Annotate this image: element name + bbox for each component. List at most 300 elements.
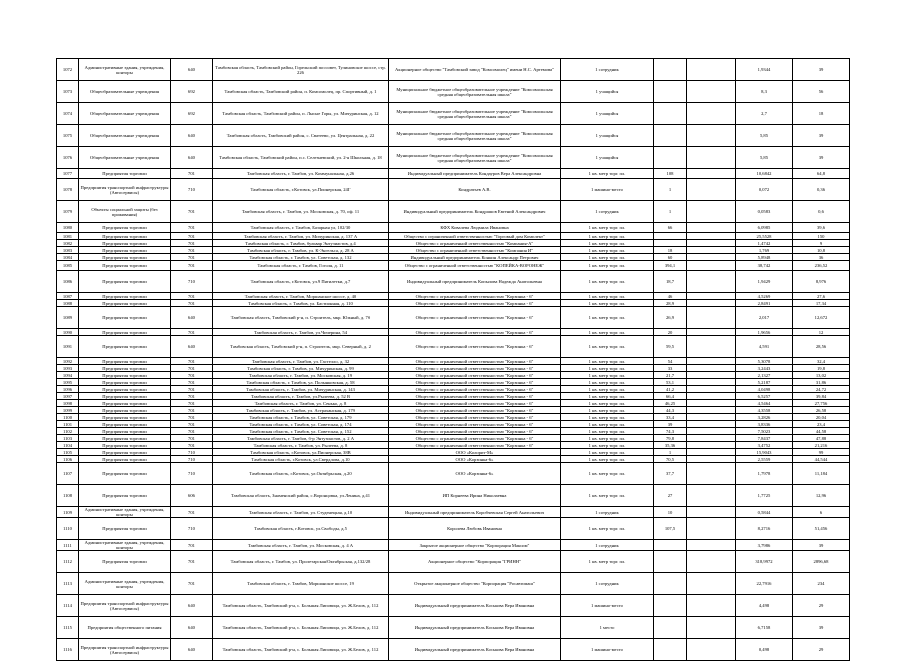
cell-unit: 1 сотрудник — [561, 201, 654, 223]
cell-pop: 29 — [793, 639, 850, 661]
cell-unit: 1 кв. метр торг. пл. — [561, 442, 654, 449]
cell-empty — [687, 169, 736, 179]
cell-addr: Тамбовская область, г. Тамбов, Гоголя, д. 11 — [213, 261, 389, 271]
table-row — [57, 329, 850, 336]
cell-norm: 25,5528 — [736, 233, 793, 240]
cell-type: Предприятия торговли — [79, 456, 171, 463]
cell-empty — [687, 201, 736, 223]
cell-unit: 1 кв. метр торг. пл. — [561, 421, 654, 428]
cell-q: 54 — [654, 358, 687, 365]
cell-empty — [687, 103, 736, 125]
cell-code: 701 — [171, 442, 213, 449]
cell-norm: 8,3 — [736, 81, 793, 103]
cell-type: Предприятия торговли — [79, 293, 171, 300]
cell-addr: Тамбовская область, г. Тамбов, ул. Студенецкая, д.10 — [213, 507, 389, 518]
cell-type: Предприятия торговли — [79, 169, 171, 179]
cell-norm: 4,5464 — [736, 400, 793, 407]
cell-owner: Общество с ограниченной ответственностью "Корзинка - 6" — [389, 414, 561, 421]
cell-owner: ООО «Корзинка-6» — [389, 463, 561, 485]
cell-norm: 1,7978 — [736, 463, 793, 485]
cell-n: 1110 — [57, 518, 79, 540]
cell-addr: Тамбовская область, г. Тамбов, ул. Советская, д. 132 — [213, 254, 389, 261]
cell-unit: 1 кв. метр торг. пл. — [561, 329, 654, 336]
cell-q: 33 — [654, 365, 687, 372]
cell-pop: 39,6 — [793, 223, 850, 233]
cell-norm: 0,0583 — [736, 201, 793, 223]
cell-norm: 4,3558 — [736, 407, 793, 414]
cell-addr: Тамбовская область, г. Тамбов, ул. Сенько, д. 8 — [213, 400, 389, 407]
cell-owner: Закрытое акционерное общество "Корпорация Максим" — [389, 540, 561, 551]
cell-empty — [687, 358, 736, 365]
cell-n: 1088 — [57, 300, 79, 307]
cell-addr: Тамбовская область, г. Тамбов, ул. Астраханская, д. 179 — [213, 407, 389, 414]
cell-owner: Общество с ограниченной ответственностью "Компания И" — [389, 247, 561, 254]
cell-unit: 1 кв. метр торг. пл. — [561, 233, 654, 240]
cell-q: 66 — [654, 223, 687, 233]
cell-n: 1072 — [57, 59, 79, 81]
cell-code: 710 — [171, 463, 213, 485]
cell-norm: 1,769 — [736, 247, 793, 254]
cell-norm: 3,7986 — [736, 540, 793, 551]
table-row — [57, 336, 850, 358]
cell-pop: 44,544 — [793, 456, 850, 463]
table-row — [57, 81, 850, 103]
cell-pop: 31,86 — [793, 379, 850, 386]
cell-addr: Тамбовская область, г. Тамбов, ул. Московская, д. 4 А — [213, 540, 389, 551]
cell-unit: 1 кв. метр торг. пл. — [561, 358, 654, 365]
cell-n: 1108 — [57, 485, 79, 507]
cell-pop: 17,34 — [793, 300, 850, 307]
cell-unit: 1 кв. метр торг. пл. — [561, 372, 654, 379]
cell-code: 701 — [171, 169, 213, 179]
cell-pop: 39,84 — [793, 393, 850, 400]
cell-addr: Тамбовская область, г. Тамбов, ул. К-Энгельса, д. 28 А — [213, 247, 389, 254]
table-row — [57, 271, 850, 293]
cell-type: Предприятия торговли — [79, 365, 171, 372]
table-row — [57, 485, 850, 507]
cell-pop: 234 — [793, 573, 850, 595]
cell-owner: Общество с ограниченной ответственностью "Компания-А" — [389, 240, 561, 247]
cell-code: 701 — [171, 365, 213, 372]
cell-type: Объекты социальной защиты (без проживания) — [79, 201, 171, 223]
cell-code: 701 — [171, 300, 213, 307]
cell-owner: Индивидуальный предприниматель Конкин Александр Петрович — [389, 254, 561, 261]
cell-q — [654, 125, 687, 147]
cell-n: 1087 — [57, 293, 79, 300]
cell-empty — [687, 507, 736, 518]
cell-empty — [687, 223, 736, 233]
cell-pop: 20,04 — [793, 414, 850, 421]
cell-owner: Общество с ограниченной ответственностью "Корзинка - 6" — [389, 365, 561, 372]
cell-code: 701 — [171, 261, 213, 271]
cell-n: 1100 — [57, 414, 79, 421]
cell-norm: 1,9656 — [736, 329, 793, 336]
cell-pop: 27,6 — [793, 293, 850, 300]
cell-pop: 99 — [793, 449, 850, 456]
cell-addr: Тамбовская область, г. Тамбов, ул. Советская, д. 179 — [213, 414, 389, 421]
cell-q — [654, 573, 687, 595]
cell-pop: 47,88 — [793, 435, 850, 442]
table-row — [57, 247, 850, 254]
cell-n: 1102 — [57, 428, 79, 435]
cell-norm: 2,8491 — [736, 300, 793, 307]
cell-owner: Общество с ограниченной ответственностью "Корзинка - 6" — [389, 386, 561, 393]
cell-owner: Общество с ограниченной ответственностью "Корзинка - 6" — [389, 336, 561, 358]
cell-q: 20 — [654, 329, 687, 336]
cell-n: 1080 — [57, 223, 79, 233]
cell-owner: Королева Любовь Ивановна — [389, 518, 561, 540]
table-row — [57, 223, 850, 233]
cell-code: 701 — [171, 293, 213, 300]
cell-pop: 9 — [793, 240, 850, 247]
cell-unit: 1 кв. метр торг. пл. — [561, 379, 654, 386]
cell-unit: 1 кв. метр торг. пл. — [561, 247, 654, 254]
cell-code: 701 — [171, 421, 213, 428]
cell-type: Предприятия торговли — [79, 233, 171, 240]
cell-norm: 6,7158 — [736, 617, 793, 639]
cell-pop: 18 — [793, 103, 850, 125]
cell-owner: ООО «Корзинка-6» — [389, 456, 561, 463]
table-row — [57, 233, 850, 240]
cell-q: 37,7 — [654, 463, 687, 485]
cell-owner: Муниципальное бюджетное общеобразовательное учреждение "Комсомольская средняя общеобразовательная школа" — [389, 125, 561, 147]
cell-unit: 1 место — [561, 617, 654, 639]
cell-unit: 1 учащийся — [561, 125, 654, 147]
table-row — [57, 442, 850, 449]
cell-unit: 1 кв. метр торг. пл. — [561, 254, 654, 261]
cell-empty — [687, 540, 736, 551]
cell-pop: 28,56 — [793, 336, 850, 358]
cell-pop: 0,6 — [793, 201, 850, 223]
cell-n: 1079 — [57, 201, 79, 223]
cell-type: Административные здания, учреждения, конторы — [79, 507, 171, 518]
table-row — [57, 507, 850, 518]
cell-n: 1114 — [57, 595, 79, 617]
cell-type: Предприятия общественного питания — [79, 617, 171, 639]
cell-type: Предприятия торговли — [79, 393, 171, 400]
table-row — [57, 407, 850, 414]
cell-code: 701 — [171, 386, 213, 393]
cell-type: Административные здания, учреждения, конторы — [79, 573, 171, 595]
cell-type: Предприятия торговли — [79, 379, 171, 386]
cell-addr: Тамбовская область, г.Котовск, ул.Октябрьская, д.20 — [213, 463, 389, 485]
table-row — [57, 379, 850, 386]
cell-addr: Тамбовская область, г. Тамбов, ул. Пролетарская/Октябрьская, д.132/28 — [213, 551, 389, 573]
table-row — [57, 449, 850, 456]
cell-norm: 3,2826 — [736, 414, 793, 421]
cell-q — [654, 540, 687, 551]
cell-empty — [687, 442, 736, 449]
cell-addr: Тамбовская область, г. Тамбов, ул. Коммунальная, д.26 — [213, 169, 389, 179]
cell-code: 701 — [171, 551, 213, 573]
cell-empty — [687, 147, 736, 169]
cell-pop: 39 — [793, 59, 850, 81]
cell-owner: Общество с ограниченной ответственностью "КОПЕЙКА-ВОРОНЕЖ" — [389, 261, 561, 271]
cell-code: 710 — [171, 179, 213, 201]
cell-pop: 64,8 — [793, 169, 850, 179]
cell-addr: Тамбовская область, г. Тамбов, Моршанское шоссе, д. 40 — [213, 293, 389, 300]
cell-pop: 39 — [793, 147, 850, 169]
table-row — [57, 169, 850, 179]
cell-code: 701 — [171, 358, 213, 365]
cell-addr: Тамбовская область, Тамбовский р-н, с. Большая Липовица, ул. Ж.Белов, д. 112 — [213, 617, 389, 639]
cell-norm: 3,2443 — [736, 365, 793, 372]
cell-addr: Тамбовская область, г.Котовск, ул.Свердлова, д.10 — [213, 456, 389, 463]
cell-code: 701 — [171, 240, 213, 247]
table-row — [57, 254, 850, 261]
cell-pop: 0,36 — [793, 179, 850, 201]
table-row — [57, 125, 850, 147]
cell-owner: Индивидуальный предприниматель Копылова Надежда Анатольевна — [389, 271, 561, 293]
table-row — [57, 179, 850, 201]
cell-q: 74,3 — [654, 428, 687, 435]
cell-type: Предприятия торговли — [79, 271, 171, 293]
cell-type: Предприятия торговли — [79, 463, 171, 485]
cell-pop: 150 — [793, 233, 850, 240]
table-row — [57, 400, 850, 407]
cell-n: 1076 — [57, 147, 79, 169]
cell-type: Предприятия торговли — [79, 261, 171, 271]
table-row — [57, 393, 850, 400]
cell-unit: 1 кв. метр торг. пл. — [561, 485, 654, 507]
cell-unit: 1 машино-место — [561, 179, 654, 201]
cell-n: 1105 — [57, 449, 79, 456]
table-row — [57, 300, 850, 307]
cell-addr: Тамбовская область, г. Тамбов, б-р Энтузиастов, д. 2 А — [213, 435, 389, 442]
cell-pop: 51,456 — [793, 518, 850, 540]
cell-code: 710 — [171, 518, 213, 540]
cell-empty — [687, 81, 736, 103]
cell-q: 39 — [654, 421, 687, 428]
cell-addr: Тамбовская область, г.Котовск, ул.Свободы, д.5 — [213, 518, 389, 540]
cell-norm: 2,7 — [736, 103, 793, 125]
cell-addr: Тамбовская область, Тамбовский р-н, п. Строитель, мкр. Северный, д. 2 — [213, 336, 389, 358]
cell-empty — [687, 372, 736, 379]
registry-document — [56, 58, 849, 661]
cell-addr: Тамбовская область, Тамбовский р-н, с. Большая Липовица, ул. Ж.Белов, д. 112 — [213, 595, 389, 617]
cell-n: 1095 — [57, 379, 79, 386]
cell-n: 1098 — [57, 400, 79, 407]
cell-empty — [687, 485, 736, 507]
cell-owner: Индивидуальный предприниматель Коробчевская Сергей Анатольевич — [389, 507, 561, 518]
cell-q: 107,5 — [654, 518, 687, 540]
cell-addr: Тамбовская область, г. Тамбов, ул. Московская, д. 70, оф. 11 — [213, 201, 389, 223]
cell-n: 1073 — [57, 81, 79, 103]
cell-pop: 36 — [793, 254, 850, 261]
cell-empty — [687, 329, 736, 336]
cell-type: Предприятия торговли — [79, 407, 171, 414]
cell-pop: 2896,68 — [793, 551, 850, 573]
cell-type: Предприятия торговли — [79, 435, 171, 442]
cell-type: Предприятия торговли — [79, 247, 171, 254]
table-row — [57, 103, 850, 125]
cell-unit: 1 машино-место — [561, 639, 654, 661]
cell-unit: 1 кв. метр торг. пл. — [561, 400, 654, 407]
cell-q — [654, 617, 687, 639]
cell-n: 1092 — [57, 358, 79, 365]
cell-empty — [687, 414, 736, 421]
cell-addr: Тамбовская область, г.Котовск, ул.Пионерская, 38В — [213, 449, 389, 456]
cell-unit: 1 кв. метр торг. пл. — [561, 240, 654, 247]
cell-addr: Тамбовская область, г. Тамбов, ул. Мичуринская, д. 143 — [213, 386, 389, 393]
cell-type: Предприятия торговли — [79, 307, 171, 329]
cell-n: 1116 — [57, 639, 79, 661]
cell-addr: Тамбовская область, Тамбовский р-н, п. Строитель, мкр. Южный, д. 7б — [213, 307, 389, 329]
cell-norm: 3,4752 — [736, 442, 793, 449]
cell-n: 1093 — [57, 365, 79, 372]
cell-unit: 1 кв. метр торг. пл. — [561, 456, 654, 463]
cell-owner: Общество с ограниченной ответственностью "Корзинка - 6" — [389, 307, 561, 329]
registry-table-body — [57, 59, 850, 661]
cell-owner: Общество с ограниченной ответственностью "Корзинка - 6" — [389, 372, 561, 379]
cell-addr: Тамбовская область, Знаменский район, с.Воронцовка, ул.Ленина, д.41 — [213, 485, 389, 507]
table-row — [57, 365, 850, 372]
cell-norm: 5,85 — [736, 125, 793, 147]
cell-empty — [687, 261, 736, 271]
cell-n: 1090 — [57, 329, 79, 336]
cell-norm: 0,5844 — [736, 507, 793, 518]
cell-pop: 11,184 — [793, 463, 850, 485]
cell-owner: Общество с ограниченной ответственностью "Корзинка - 6" — [389, 379, 561, 386]
cell-addr: Тамбовская область, г.Котовск, ул.Пионерская, 24Г — [213, 179, 389, 201]
cell-type: Предприятия торговли — [79, 551, 171, 573]
cell-pop: 24,72 — [793, 386, 850, 393]
cell-q: 44,3 — [654, 407, 687, 414]
cell-addr: Тамбовская область, г. Тамбов, ул. Мичуринская, д. 137 А — [213, 233, 389, 240]
cell-owner: Общество с ограниченной ответственностью "Корзинка - 6" — [389, 300, 561, 307]
cell-q: 26,9 — [654, 307, 687, 329]
cell-n: 1094 — [57, 372, 79, 379]
cell-empty — [687, 393, 736, 400]
cell-empty — [687, 639, 736, 661]
cell-n: 1086 — [57, 271, 79, 293]
cell-empty — [687, 379, 736, 386]
cell-norm: 8,2716 — [736, 518, 793, 540]
cell-unit: 1 кв. метр торг. пл. — [561, 307, 654, 329]
cell-unit: 1 машино-место — [561, 595, 654, 617]
cell-owner: Общество с ограниченной ответственностью "Корзинка - 6" — [389, 400, 561, 407]
cell-pop: 19,8 — [793, 365, 850, 372]
cell-pop: 13,02 — [793, 372, 850, 379]
cell-code: 710 — [171, 271, 213, 293]
cell-unit: 1 кв. метр торг. пл. — [561, 223, 654, 233]
cell-pop: 32,4 — [793, 358, 850, 365]
cell-pop: 6 — [793, 507, 850, 518]
cell-unit: 1 кв. метр торг. пл. — [561, 271, 654, 293]
cell-empty — [687, 125, 736, 147]
cell-code: 701 — [171, 254, 213, 261]
cell-norm: 7,5023 — [736, 428, 793, 435]
cell-owner: Индивидуальный предприниматель Кондауров Вера Александровна — [389, 169, 561, 179]
cell-code: 640 — [171, 336, 213, 358]
cell-type: Предприятия транспортной инфраструктуры (Автосервисы) — [79, 639, 171, 661]
cell-type: Предприятия торговли — [79, 400, 171, 407]
cell-owner: Муниципальное бюджетное общеобразовательное учреждение "Комсомольская средняя общеобразовательная школа" — [389, 147, 561, 169]
cell-q — [654, 233, 687, 240]
cell-owner: Общество с ограниченной ответственностью "Корзинка - 6" — [389, 442, 561, 449]
cell-owner: Общество с ограниченной ответственностью "Корзинка - 6" — [389, 428, 561, 435]
table-row — [57, 372, 850, 379]
cell-owner: Индивидуальный предприниматель Коськова Вера Ивановна — [389, 639, 561, 661]
cell-unit: 1 кв. метр торг. пл. — [561, 336, 654, 358]
cell-owner: Акционерное общество "Тамбовский завод "Комсомолец" имени Н.С. Артемова" — [389, 59, 561, 81]
cell-n: 1099 — [57, 407, 79, 414]
cell-n: 1096 — [57, 386, 79, 393]
cell-norm: 38,742 — [736, 261, 793, 271]
cell-code: 692 — [171, 81, 213, 103]
cell-unit: 1 кв. метр торг. пл. — [561, 365, 654, 372]
cell-norm: 1,7725 — [736, 485, 793, 507]
cell-q: 27 — [654, 485, 687, 507]
table-row — [57, 518, 850, 540]
cell-n: 1104 — [57, 442, 79, 449]
cell-n: 1074 — [57, 103, 79, 125]
cell-q: 28,9 — [654, 300, 687, 307]
table-row — [57, 261, 850, 271]
cell-q: 33,4 — [654, 414, 687, 421]
cell-empty — [687, 307, 736, 329]
cell-norm: 22,7916 — [736, 573, 793, 595]
cell-type: Предприятия торговли — [79, 223, 171, 233]
cell-norm: 15,9043 — [736, 449, 793, 456]
cell-unit: 1 учащийся — [561, 81, 654, 103]
cell-unit: 1 кв. метр торг. пл. — [561, 386, 654, 393]
cell-code: 701 — [171, 329, 213, 336]
cell-empty — [687, 400, 736, 407]
cell-unit: 1 сотрудник — [561, 540, 654, 551]
table-row — [57, 293, 850, 300]
cell-pop: 39 — [793, 125, 850, 147]
cell-pop: 39 — [793, 540, 850, 551]
cell-q: 70,5 — [654, 456, 687, 463]
cell-empty — [687, 179, 736, 201]
cell-unit: 1 кв. метр торг. пл. — [561, 407, 654, 414]
cell-n: 1075 — [57, 125, 79, 147]
cell-type: Предприятия торговли — [79, 300, 171, 307]
cell-type: Предприятия торговли — [79, 449, 171, 456]
cell-norm: 5,85 — [736, 147, 793, 169]
table-row — [57, 240, 850, 247]
cell-addr: Тамбовская область, г. Тамбов, ул. Мичуринская, д. 99 — [213, 365, 389, 372]
cell-code: 692 — [171, 103, 213, 125]
cell-type: Предприятия торговли — [79, 372, 171, 379]
cell-empty — [687, 254, 736, 261]
cell-type: Административные здания, учреждения, конторы — [79, 540, 171, 551]
cell-empty — [687, 233, 736, 240]
cell-addr: Тамбовская область, Тамбовский район, п. Комсомолец, пр. Спортивный, д. 1 — [213, 81, 389, 103]
cell-type: Предприятия торговли — [79, 414, 171, 421]
cell-q: 394,1 — [654, 261, 687, 271]
cell-pop: 39 — [793, 617, 850, 639]
cell-empty — [687, 421, 736, 428]
cell-q: 35,36 — [654, 442, 687, 449]
cell-owner: Индивидуальный предприниматель Коськова Вера Ивановна — [389, 595, 561, 617]
table-row — [57, 428, 850, 435]
cell-owner: Общество с ограниченной ответственностью "Корзинка - 6" — [389, 407, 561, 414]
cell-empty — [687, 293, 736, 300]
cell-type: Предприятия торговли — [79, 329, 171, 336]
table-row — [57, 617, 850, 639]
cell-type: Предприятия транспортной инфраструктуры (Автосервисы) — [79, 595, 171, 617]
cell-norm: 1,9344 — [736, 59, 793, 81]
cell-n: 1109 — [57, 507, 79, 518]
cell-type: Общеобразовательные учреждения — [79, 103, 171, 125]
cell-pop: 236,52 — [793, 261, 850, 271]
cell-q: 21,7 — [654, 372, 687, 379]
cell-addr: Тамбовская область, г. Тамбов, ул. Советская, д. 174 — [213, 421, 389, 428]
cell-q: 18 — [654, 247, 687, 254]
cell-owner: Муниципальное бюджетное общеобразовательное учреждение "Комсомольская средняя общеобразовательная школа" — [389, 81, 561, 103]
